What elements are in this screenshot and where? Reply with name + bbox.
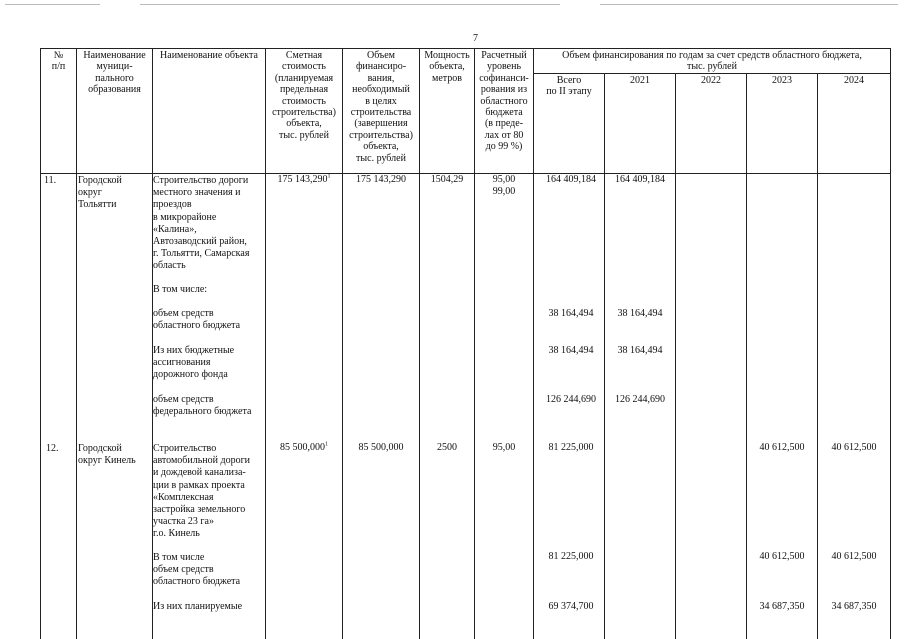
row-12-municipality: Городской округ Кинель [78, 443, 136, 467]
header-year-2024: 2024 [818, 74, 891, 174]
column-line [474, 173, 475, 639]
row-11-number: 11. [44, 175, 57, 186]
header-year-2021: 2021 [605, 74, 676, 174]
row-12-total: 81 225,000 [548, 442, 594, 453]
row-11-sub-regional-2021: 38 164,494 [617, 308, 663, 319]
row-12-sub-regional-2024: 40 612,500 [831, 551, 877, 562]
row-12-sub-planned-total: 69 374,700 [548, 601, 594, 612]
row-11-capacity: 1504,29 [430, 174, 464, 185]
top-edge-line [140, 4, 560, 5]
header-year-2023: 2023 [747, 74, 818, 174]
row-11-sub-federal-2021: 126 244,690 [615, 394, 665, 405]
header-estimated-cost: Сметная стоимость (планируемая предельная стоимость строительства) объекта, тыс. рублей [266, 49, 343, 174]
row-11-object: Строительство дороги местного значения и проездов в микрорайоне «Калина», Автозаводский район, г. Тольятти, Самарская область [153, 175, 250, 272]
column-line [890, 173, 891, 639]
column-line [817, 173, 818, 639]
header-municipality: Наименование муници- пального образования [77, 49, 153, 174]
row-12-sub-regional-2023: 40 612,500 [759, 551, 805, 562]
header-num: № п/п [41, 49, 77, 174]
row-11-financing-volume: 175 143,290 [356, 174, 406, 185]
column-line [675, 173, 676, 639]
row-11-sub-regional-total: 38 164,494 [548, 308, 594, 319]
row-11-municipality: Городской округ Тольятти [78, 175, 122, 211]
row-11-estimated-cost: 175 143,290$^1$ [277, 173, 331, 185]
header-year-2022: 2022 [676, 74, 747, 174]
page-number: 7 [473, 33, 478, 44]
table-header [40, 48, 891, 174]
row-12-sub-regional-total: 81 225,000 [548, 551, 594, 562]
column-line [533, 173, 534, 639]
footnote-mark: 1 [327, 173, 331, 180]
row-12-2024: 40 612,500 [831, 442, 877, 453]
row-11-sub-regional-label: объем средств областного бюджета [153, 308, 241, 332]
row-11-level-1: 95,00 [492, 174, 516, 185]
header-capacity: Мощность объекта, метров [420, 49, 475, 174]
header-total: Всего по II этапу [534, 74, 605, 174]
row-12-capacity: 2500 [437, 442, 457, 453]
row-12-2023: 40 612,500 [759, 442, 805, 453]
header-object: Наименование объекта [153, 49, 266, 174]
column-line [265, 173, 266, 639]
row-12-sub-planned-label: Из них планируемые [153, 601, 243, 612]
row-11-2021: 164 409,184 [615, 174, 665, 185]
row-11-sub-road-fund-total: 38 164,494 [548, 345, 594, 356]
header-cofinancing-level: Расчетный уровень софинанси- рования из областного бюджета (в преде- лах от 80 до 99 %) [475, 49, 534, 174]
row-11-sub-road-fund-label: Из них бюджетные ассигнования дорожного фонда [153, 345, 235, 381]
column-line [746, 173, 747, 639]
row-12-sub-regional-label: В том числе объем средств областного бюджета [153, 552, 241, 588]
header-financing-by-years: Объем финансирования по годам за счет средств областного бюджета, тыс. рублей [534, 49, 891, 74]
row-12-number: 12. [46, 443, 59, 454]
column-line [419, 173, 420, 639]
column-line [76, 173, 77, 639]
row-11-total: 164 409,184 [546, 174, 596, 185]
top-edge-line [600, 4, 898, 5]
row-11-sub-federal-total: 126 244,690 [546, 394, 596, 405]
row-11-level-2: 99,00 [492, 186, 516, 197]
top-edge-line [5, 4, 100, 5]
row-12-sub-planned-2023: 34 687,350 [759, 601, 805, 612]
row-11-sub-road-fund-2021: 38 164,494 [617, 345, 663, 356]
row-12-financing-volume: 85 500,000 [358, 442, 404, 453]
column-line [342, 173, 343, 639]
column-line [40, 173, 41, 639]
row-11-sub-federal-label: объем средств федерального бюджета [153, 394, 252, 418]
footnote-mark: 1 [325, 441, 328, 448]
row-11-sub-heading: В том числе: [153, 284, 208, 295]
row-12-estimated-cost: 85 500,000$^1$ [280, 441, 328, 453]
row-12-sub-planned-2024: 34 687,350 [831, 601, 877, 612]
row-12-level: 95,00 [492, 442, 516, 453]
row-12-object: Строительство автомобильной дороги и дождевой канализа- ции в рамках проекта «Комплексная застройка земельного участка 23 га» г.о. Кинель [153, 443, 251, 540]
header-financing-volume: Объем финансиро- вания, необходимый в целях строительства (завершения строительства) объекта, тыс. рублей [343, 49, 420, 174]
